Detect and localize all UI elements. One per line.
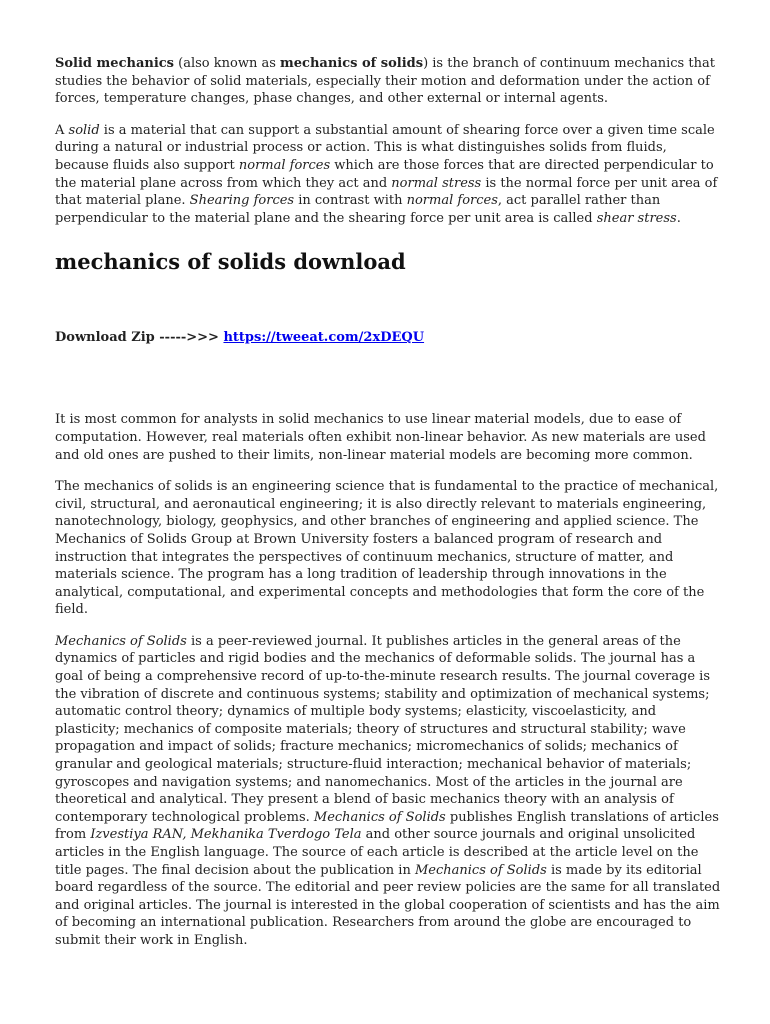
text-span: . — [676, 210, 681, 226]
text-span: A — [55, 122, 69, 138]
text-span: (also known as — [174, 56, 281, 71]
italic-term: normal stress — [391, 175, 482, 191]
italic-term: Mechanics of Solids — [55, 633, 187, 649]
download-line — [55, 329, 721, 346]
text-span: is the normal force per unit area of that material plane. — [55, 175, 718, 209]
journal-paragraph — [55, 633, 721, 950]
italic-term: normal forces — [238, 157, 331, 173]
download-label: Download Zip ----->>> — [55, 330, 224, 346]
term-bold: Solid mechanics — [55, 56, 174, 71]
text-span: which are those forces that are directed perpendicular to the material plane across from which they act and — [55, 157, 714, 191]
italic-term: shear stress — [596, 210, 677, 226]
italic-term: normal forces — [406, 193, 498, 209]
text-span: , act parallel rather than perpendicular to the material plane and the shearing force per unit area is called — [55, 193, 661, 226]
text-span: publishes English translations of articles from — [55, 809, 719, 843]
italic-term: Shearing forces — [189, 193, 295, 209]
text-span: is made by its editorial board regardless of the source. The editorial and peer review policies are the same for all translated and original articles. The journal is interested in the global cooperation of scientists and has the aim of becoming an international publication. Researchers from around the globe are encouraged to submit their work in English. — [55, 862, 721, 948]
blank-spacer — [55, 346, 721, 411]
text-span: is a peer-reviewed journal. It publishes articles in the general areas of the dynamics of particles and rigid bodies and the mechanics of deformable solids. The journal has a goal of being a comprehensive record of up-to-the-minute research results. The journal coverage is the vibration of discrete and continuous systems; stability and optimization of mechanical systems; automatic control theory; dynamics of multiple body systems; elasticity, viscoelasticity, and plasticity; mechanics of composite materials; theory of structures and structural stability; wave propagation and impact of solids; fracture mechanics; micromechanics of solids; mechanics of granular and geological materials; structure-fluid interaction; mechanical behavior of materials; gyroscopes and navigation systems; and nanomechanics. Most of the articles in the journal are theoretical and analytical. They present a blend of basic mechanics theory with an analysis of contemporary technological problems. — [55, 633, 710, 825]
solid-definition-paragraph — [55, 122, 721, 228]
download-link[interactable]: https://tweeat.com/2xDEQU — [223, 330, 425, 346]
italic-term: Izvestiya RAN, Mekhanika Tverdogo Tela — [90, 827, 362, 843]
text-span: ) is the branch of continuum mechanics that studies the behavior of solid materials, especially their motion and deformation under the action of forces, temperature changes, phase changes, and other external or internal agents. — [55, 56, 715, 107]
term-bold: mechanics of solids — [280, 56, 424, 71]
section-heading: mechanics of solids download — [55, 249, 406, 275]
text-span: and other source journals and original unsolicited articles in the English language. The source of each article is described at the article level on the title pages. The final decision about the publication in — [55, 827, 699, 878]
linear-models-paragraph: It is most common for analysts in solid mechanics to use linear material models, due to ease of computation. However, real materials often exhibit non-linear behavior. As new materials are used and old ones are pushed to their limits, non-linear material models are becoming more common. — [55, 412, 706, 463]
brown-university-paragraph: The mechanics of solids is an engineering science that is fundamental to the practice of mechanical, civil, structural, and aeronautical engineering; it is also directly relevant to materials engineering, nanotechnology, biology, geophysics, and other branches of engineering and applied science. The Mechanics of Solids Group at Brown University fosters a balanced program of research and instruction that integrates the perspectives of continuum mechanics, structure of matter, and materials science. The program has a long tradition of leadership through innovations in the analytical, computational, and experimental concepts and methodologies that form the core of the field. — [55, 479, 719, 618]
text-span: in contrast with — [294, 193, 407, 209]
document-body — [55, 55, 721, 964]
text-span: is a material that can support a substantial amount of shearing force over a given time scale during a natural or industrial process or action. This is what distinguishes solids from fluids, because fluids also support — [55, 122, 715, 173]
italic-term: Mechanics of Solids — [313, 809, 446, 825]
italic-term: Mechanics of Solids — [414, 862, 547, 878]
intro-paragraph — [55, 55, 721, 108]
italic-term: solid — [68, 122, 100, 138]
